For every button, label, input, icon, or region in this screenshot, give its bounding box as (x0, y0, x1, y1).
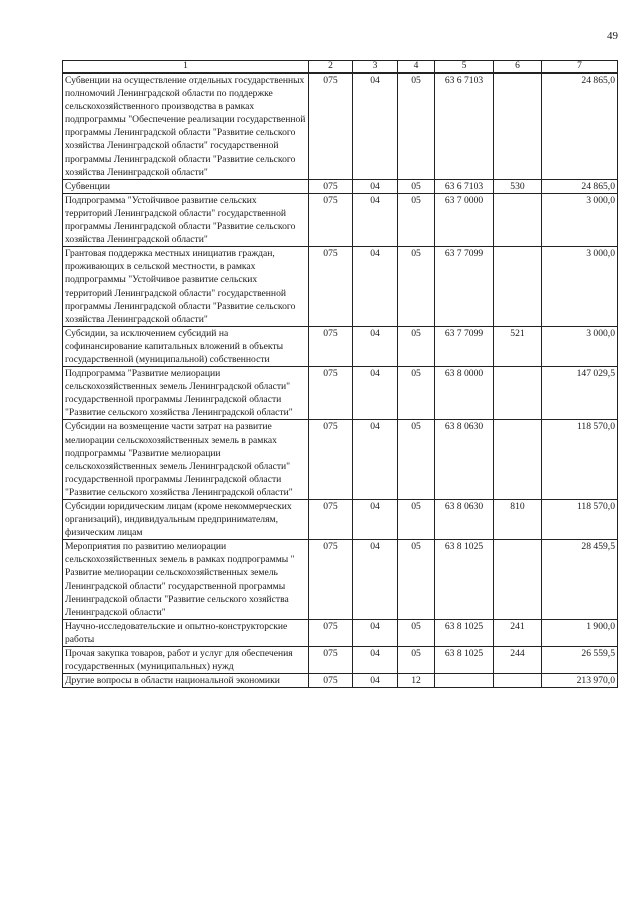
item-name-cell: Субвенции на осуществление отдельных государственных полномочий Ленинградской области по поддержке сельскохозяйственного производства в рамках подпрограммы "Обеспечение реализации государственной программы Ленинградской области "Развитие сельского хозяйства Ленинградской области" государственной программы Ленинградской области "Развитие сельского хозяйства Ленинградской области" (63, 73, 309, 179)
table-row (63, 179, 618, 193)
target-article-cell: 63 7 7099 (435, 247, 494, 327)
subsection-code-cell: 05 (398, 326, 435, 366)
expense-type-cell (494, 674, 542, 688)
amount-cell: 118 570,0 (542, 420, 618, 500)
section-code-cell: 04 (353, 500, 398, 540)
ministry-code-cell: 075 (309, 647, 353, 674)
amount-cell: 26 559,5 (542, 647, 618, 674)
amount-cell: 3 000,0 (542, 193, 618, 246)
item-name-cell: Субсидии на возмещение части затрат на развитие мелиорации сельскохозяйственных земель в рамках подпрограммы "Развитие мелиорации сельскохозяйственных земель Ленинградской области" государственной программы Ленинградской области "Развитие сельского хозяйства Ленинградской области" (63, 420, 309, 500)
subsection-code-cell: 05 (398, 367, 435, 420)
header-cell: 3 (353, 61, 398, 74)
expense-type-cell: 244 (494, 647, 542, 674)
amount-cell: 3 000,0 (542, 247, 618, 327)
amount-cell: 3 000,0 (542, 326, 618, 366)
amount-cell: 147 029,5 (542, 367, 618, 420)
ministry-code-cell: 075 (309, 73, 353, 179)
expense-type-cell: 521 (494, 326, 542, 366)
item-name-cell: Субсидии, за исключением субсидий на софинансирование капитальных вложений в объекты государственной (муниципальной) собственности (63, 326, 309, 366)
expense-type-cell (494, 367, 542, 420)
amount-cell: 1 900,0 (542, 619, 618, 646)
item-name-cell: Мероприятия по развитию мелиорации сельскохозяйственных земель в рамках подпрограммы " Развитие мелиорации сельскохозяйственных земель Ленинградской области" государственной программы Ленинградской области "Развитие сельского хозяйства Ленинградской области" (63, 540, 309, 620)
target-article-cell: 63 6 7103 (435, 73, 494, 179)
section-code-cell: 04 (353, 247, 398, 327)
target-article-cell: 63 8 0630 (435, 500, 494, 540)
expense-type-cell (494, 73, 542, 179)
header-cell: 1 (63, 61, 309, 74)
subsection-code-cell: 05 (398, 179, 435, 193)
subsection-code-cell: 05 (398, 193, 435, 246)
table-row (63, 540, 618, 620)
table-row (63, 500, 618, 540)
item-name-cell: Научно-исследовательские и опытно-конструкторские работы (63, 619, 309, 646)
amount-cell: 24 865,0 (542, 179, 618, 193)
header-row (63, 61, 618, 74)
item-name-cell: Прочая закупка товаров, работ и услуг для обеспечения государственных (муниципальных) нужд (63, 647, 309, 674)
table-row (63, 73, 618, 179)
section-code-cell: 04 (353, 193, 398, 246)
expense-type-cell (494, 540, 542, 620)
target-article-cell (435, 674, 494, 688)
expense-type-cell: 241 (494, 619, 542, 646)
target-article-cell: 63 8 1025 (435, 540, 494, 620)
subsection-code-cell: 05 (398, 247, 435, 327)
target-article-cell: 63 7 0000 (435, 193, 494, 246)
ministry-code-cell: 075 (309, 179, 353, 193)
ministry-code-cell: 075 (309, 540, 353, 620)
header-cell: 2 (309, 61, 353, 74)
section-code-cell: 04 (353, 179, 398, 193)
ministry-code-cell: 075 (309, 326, 353, 366)
section-code-cell: 04 (353, 647, 398, 674)
item-name-cell: Субсидии юридическим лицам (кроме некоммерческих организаций), индивидуальным предпринимателям, физическим лицам (63, 500, 309, 540)
table-row (63, 619, 618, 646)
target-article-cell: 63 6 7103 (435, 179, 494, 193)
subsection-code-cell: 05 (398, 540, 435, 620)
header-cell: 7 (542, 61, 618, 74)
amount-cell: 24 865,0 (542, 73, 618, 179)
item-name-cell: Подпрограмма "Развитие мелиорации сельскохозяйственных земель Ленинградской области" государственной программы Ленинградской области "Развитие сельского хозяйства Ленинградской области" (63, 367, 309, 420)
target-article-cell: 63 8 1025 (435, 647, 494, 674)
section-code-cell: 04 (353, 674, 398, 688)
table-row (63, 647, 618, 674)
table-row (63, 193, 618, 246)
subsection-code-cell: 05 (398, 420, 435, 500)
subsection-code-cell: 05 (398, 619, 435, 646)
item-name-cell: Субвенции (63, 179, 309, 193)
item-name-cell: Другие вопросы в области национальной экономики (63, 674, 309, 688)
amount-cell: 118 570,0 (542, 500, 618, 540)
ministry-code-cell: 075 (309, 367, 353, 420)
section-code-cell: 04 (353, 367, 398, 420)
subsection-code-cell: 05 (398, 647, 435, 674)
expense-type-cell: 810 (494, 500, 542, 540)
table-row (63, 326, 618, 366)
table-row (63, 674, 618, 688)
amount-cell: 213 970,0 (542, 674, 618, 688)
item-name-cell: Подпрограмма "Устойчивое развитие сельских территорий Ленинградской области" государственной программы Ленинградской области "Развитие сельского хозяйства Ленинградской области" (63, 193, 309, 246)
subsection-code-cell: 12 (398, 674, 435, 688)
section-code-cell: 04 (353, 619, 398, 646)
ministry-code-cell: 075 (309, 247, 353, 327)
expense-type-cell (494, 247, 542, 327)
section-code-cell: 04 (353, 420, 398, 500)
table-row (63, 367, 618, 420)
section-code-cell: 04 (353, 540, 398, 620)
ministry-code-cell: 075 (309, 619, 353, 646)
section-code-cell: 04 (353, 326, 398, 366)
header-cell: 6 (494, 61, 542, 74)
expense-type-cell: 530 (494, 179, 542, 193)
target-article-cell: 63 8 1025 (435, 619, 494, 646)
budget-table (62, 60, 618, 688)
target-article-cell: 63 8 0630 (435, 420, 494, 500)
ministry-code-cell: 075 (309, 193, 353, 246)
subsection-code-cell: 05 (398, 500, 435, 540)
expense-type-cell (494, 420, 542, 500)
amount-cell: 28 459,5 (542, 540, 618, 620)
table-row (63, 247, 618, 327)
target-article-cell: 63 8 0000 (435, 367, 494, 420)
header-cell: 4 (398, 61, 435, 74)
header-cell: 5 (435, 61, 494, 74)
expense-type-cell (494, 193, 542, 246)
ministry-code-cell: 075 (309, 500, 353, 540)
target-article-cell: 63 7 7099 (435, 326, 494, 366)
ministry-code-cell: 075 (309, 674, 353, 688)
item-name-cell: Грантовая поддержка местных инициатив граждан, проживающих в сельской местности, в рамках подпрограммы "Устойчивое развитие сельских территорий Ленинградской области" государственной программы Ленинградской области "Развитие сельского хозяйства Ленинградской области" (63, 247, 309, 327)
page-number: 49 (607, 30, 618, 42)
section-code-cell: 04 (353, 73, 398, 179)
subsection-code-cell: 05 (398, 73, 435, 179)
table-row (63, 420, 618, 500)
ministry-code-cell: 075 (309, 420, 353, 500)
